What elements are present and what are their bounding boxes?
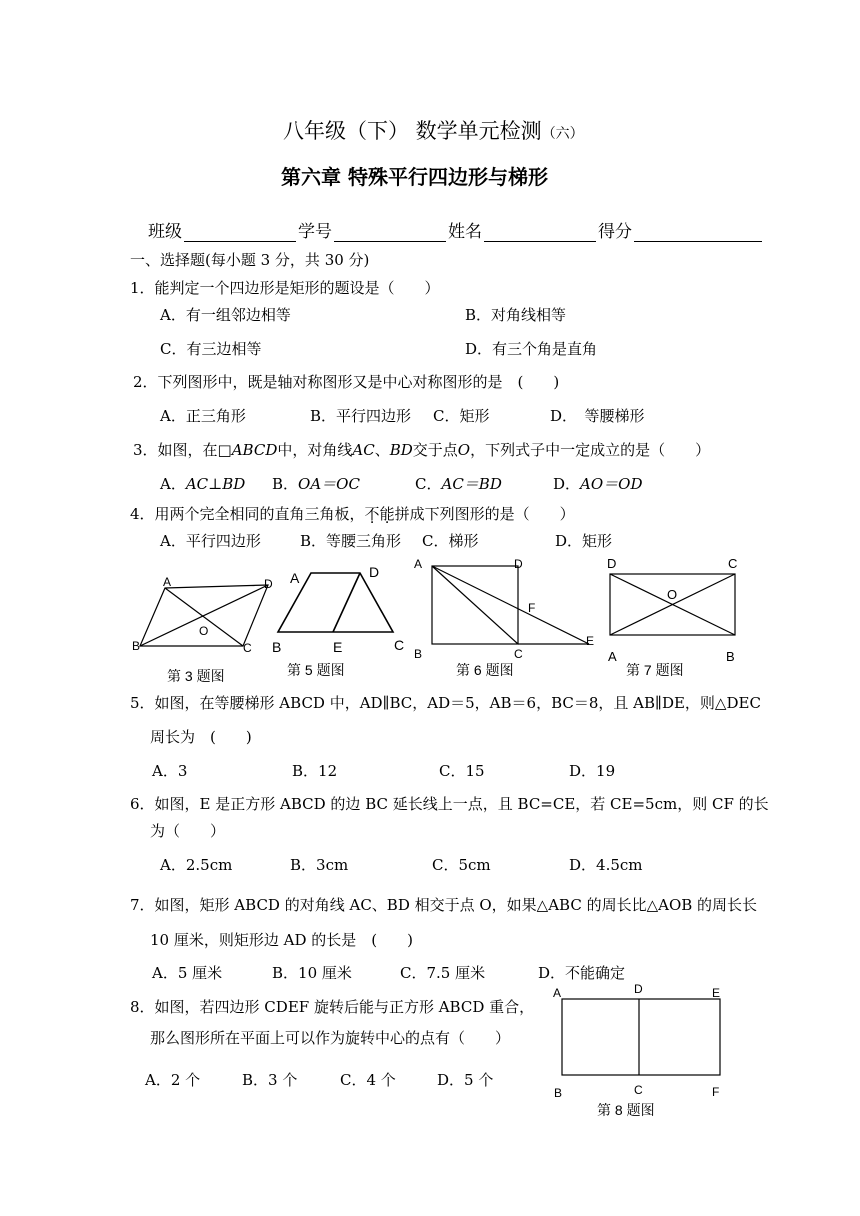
q1-stem: 1．能判定一个四边形是矩形的题设是（ ） — [130, 279, 440, 297]
q1-option-c: C．有三边相等 — [160, 340, 262, 358]
fig3-label-a: A — [163, 575, 172, 589]
fig3-label-c: C — [243, 641, 252, 655]
name-blank[interactable] — [484, 224, 596, 242]
fig8-label-f: F — [712, 1085, 720, 1099]
q3-option-d: D．AO＝OD — [553, 475, 643, 493]
q6-stem-line2: 为（ ） — [150, 822, 226, 840]
fig6-label-b: B — [414, 647, 423, 661]
q1-option-d: D．有三个角是直角 — [465, 340, 598, 358]
fig8-label-d: D — [634, 982, 643, 996]
q6-option-d: D．4.5cm — [569, 856, 643, 874]
figure-8-squares — [562, 999, 720, 1075]
fig3-caption: 第 3 题图 — [167, 668, 225, 684]
class-blank[interactable] — [184, 224, 296, 242]
q8-stem-line1: 8．如图，若四边形 CDEF 旋转后能与正方形 ABCD 重合， — [130, 998, 535, 1016]
emphasis-dot: 不 — [364, 505, 380, 523]
q4-option-a: A．平行四边形 — [160, 532, 261, 550]
fig6-label-a: A — [414, 557, 423, 571]
q7-stem-line2: 10 厘米，则矩形边 AD 的长是 ( ) — [150, 931, 413, 949]
id-blank[interactable] — [334, 224, 446, 242]
fig8-caption: 第 8 题图 — [597, 1102, 655, 1118]
figure-7-rectangle — [610, 574, 735, 635]
q6-option-a: A．2.5cm — [160, 856, 233, 874]
fig3-label-o: O — [199, 624, 209, 638]
q8-option-c: C．4 个 — [340, 1071, 396, 1089]
q2-option-b: B．平行四边形 — [310, 407, 412, 425]
fig6-label-c: C — [514, 647, 523, 661]
fig5-label-a: A — [290, 570, 300, 586]
q3-option-c: C．AC＝BD — [415, 475, 502, 493]
q4-stem: 4．用两个完全相同的直角三角板，不能拼成下列图形的是（ ） — [130, 505, 575, 523]
q2-option-c: C．矩形 — [433, 407, 490, 425]
fig5-label-c: C — [394, 637, 405, 653]
fig7-label-a: A — [608, 649, 617, 664]
q7-option-c: C．7.5 厘米 — [400, 964, 486, 982]
q5-option-c: C．15 — [439, 762, 485, 780]
fig5-label-e: E — [333, 639, 343, 655]
section-heading: 一、选择题(每小题 3 分，共 30 分) — [130, 251, 370, 269]
score-label: 得分 — [598, 222, 632, 242]
name-label: 姓名 — [448, 222, 482, 242]
q5-option-b: B．12 — [292, 762, 338, 780]
fig6-label-d: D — [514, 557, 523, 571]
q7-stem-line1: 7．如图，矩形 ABCD 的对角线 AC、BD 相交于点 O，如果△ABC 的周长比△AOB 的周长长 — [130, 896, 758, 914]
fig3-label-b: B — [132, 639, 141, 653]
fig5-label-d: D — [369, 564, 380, 580]
q8-option-b: B．3 个 — [242, 1071, 298, 1089]
q2-option-d: D． 等腰梯形 — [550, 407, 645, 425]
q7-option-b: B．10 厘米 — [272, 964, 352, 982]
q5-option-d: D．19 — [569, 762, 616, 780]
fig8-label-c: C — [634, 1083, 643, 1097]
fig8-label-b: B — [554, 1086, 563, 1100]
q1-option-a: A．有一组邻边相等 — [160, 306, 291, 324]
figure-8 — [540, 980, 740, 1100]
q5-stem-line2: 周长为 ( ) — [150, 728, 252, 746]
q1-option-b: B．对角线相等 — [465, 306, 567, 324]
q4-option-d: D．矩形 — [555, 532, 613, 550]
q3-option-a: A．AC⊥BD — [160, 475, 246, 493]
q4-option-b: B．等腰三角形 — [300, 532, 402, 550]
q2-stem: 2．下列图形中，既是轴对称图形又是中心对称图形的是 ( ) — [133, 373, 560, 391]
score-blank[interactable] — [634, 224, 762, 242]
fig7-label-b: B — [726, 649, 735, 664]
q6-option-b: B．3cm — [290, 856, 349, 874]
fig6-label-e: E — [586, 634, 595, 648]
fig5-caption: 第 5 题图 — [287, 662, 345, 678]
q3-stem: 3．如图，在□ABCD中，对角线AC、BD交于点O，下列式子中一定成立的是（ ） — [133, 441, 711, 459]
q8-stem-line2: 那么图形所在平面上可以作为旋转中心的点有（ ） — [150, 1029, 511, 1047]
figure-6-square — [432, 566, 589, 644]
fig6-label-f: F — [528, 601, 536, 615]
figures-row — [0, 550, 860, 690]
q5-stem-line1: 5．如图，在等腰梯形 ABCD 中，AD∥BC，AD＝5，AB＝6，BC＝8，且 AB∥DE，则△DEC — [130, 694, 761, 712]
q7-option-a: A．5 厘米 — [152, 964, 223, 982]
fig8-label-a: A — [553, 986, 562, 1000]
id-label: 学号 — [298, 222, 332, 242]
emphasis-dot: 能 — [379, 505, 395, 523]
chapter-title: 第六章 特殊平行四边形与梯形 — [281, 165, 548, 189]
fig7-label-o: O — [667, 587, 678, 602]
fig3-label-d: D — [264, 577, 273, 591]
class-label: 班级 — [148, 222, 182, 242]
q7-option-d: D．不能确定 — [538, 964, 626, 982]
q8-option-a: A．2 个 — [145, 1071, 201, 1089]
q6-stem-line1: 6．如图，E 是正方形 ABCD 的边 BC 延长线上一点，且 BC=CE，若 CE=5cm，则 CF 的长 — [130, 795, 769, 813]
fig8-label-e: E — [712, 986, 721, 1000]
q2-option-a: A．正三角形 — [160, 407, 246, 425]
student-info-line — [148, 217, 764, 242]
fig7-caption: 第 7 题图 — [626, 662, 684, 678]
fig5-label-b: B — [272, 639, 282, 655]
q4-option-c: C．梯形 — [422, 532, 479, 550]
document-title: 八年级（下） 数学单元检测（六） — [283, 119, 584, 143]
q5-option-a: A．3 — [152, 762, 188, 780]
fig6-caption: 第 6 题图 — [456, 662, 514, 678]
q3-option-b: B．OA＝OC — [272, 475, 360, 493]
fig7-label-c: C — [728, 556, 738, 571]
fig7-label-d: D — [607, 556, 617, 571]
q8-option-d: D．5 个 — [437, 1071, 494, 1089]
q6-option-c: C．5cm — [432, 856, 491, 874]
